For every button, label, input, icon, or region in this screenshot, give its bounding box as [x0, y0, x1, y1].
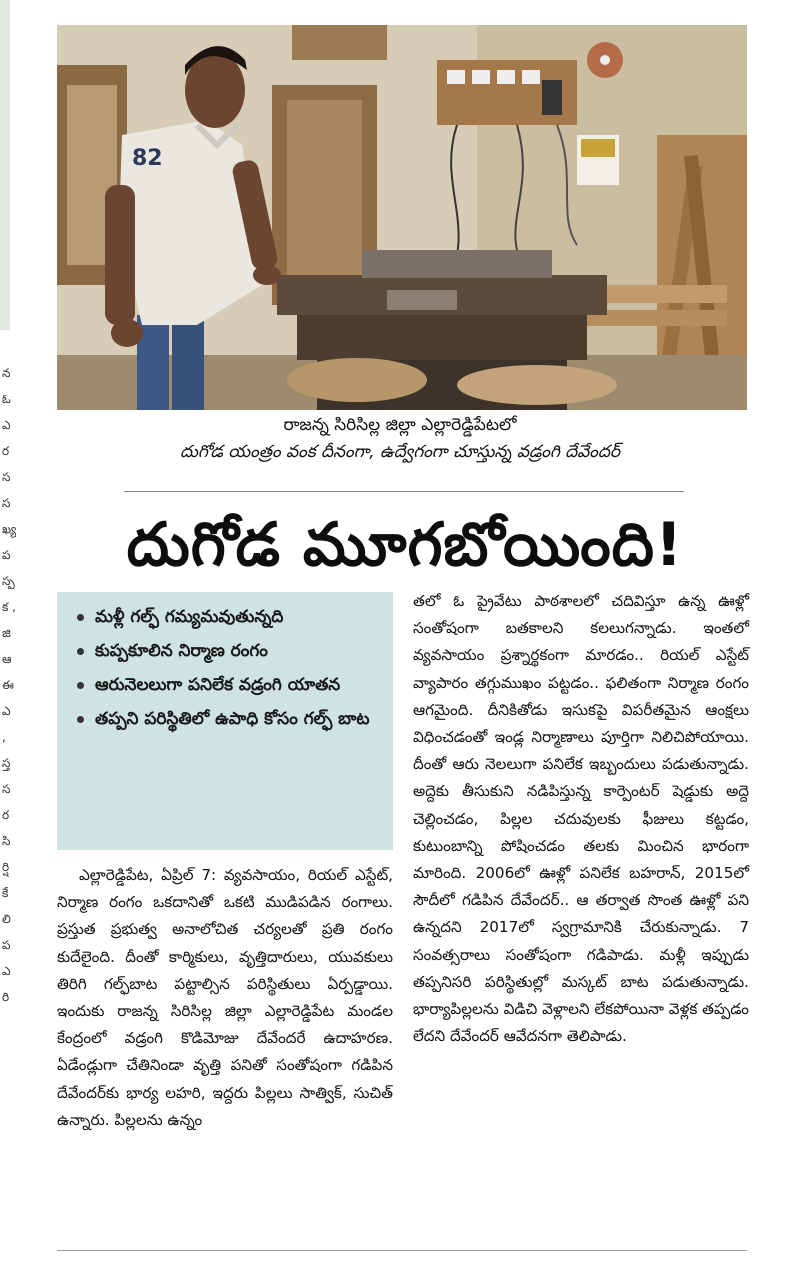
shirt-number: 82 [132, 146, 163, 171]
highlights-box [57, 592, 393, 850]
workshop-photo [57, 25, 747, 410]
headline: దుగోడ మూగబోయింది! [126, 510, 684, 580]
highlight-item [69, 600, 381, 634]
highlight-item [69, 668, 381, 702]
highlight-text: కుప్పకూలిన నిర్మాణ రంగం [95, 641, 268, 661]
article-column-right [413, 588, 749, 1050]
caption-line-1: రాజన్న సిరిసిల్ల జిల్లా ఎల్లారెడ్డిపేటలో [283, 415, 517, 435]
highlight-item [69, 702, 381, 736]
adjacent-column-text: న ఓ ఎ ర స స ఖ్య ప స్ప క , జి ఆ ఈ ఎ , స్త స ర సి ర్షి కే లి ప ఎ రి [2, 366, 16, 1004]
bullet-icon [77, 682, 84, 689]
article-paragraph: తలో ఓ ప్రైవేటు పాఠశాలలో చదివిస్తూ ఉన్న ఊళ్లో సంతోషంగా బతకాలని కలలుగన్నాడు. ఇంతలో వ్యవసాయం ప్రశ్నార్థకంగా మారడం.. రియల్ ఎస్టేట్ వ్యాపారం తగ్గుముఖం పట్టడం.. ఫలితంగా నిర్మాణ రంగం ఆగమైంది. దీనికితోడు ఇసుకపై విపరీతమైన ఆంక్షలు విధించడంతో ఇండ్ల నిర్మాణాలు పూర్తిగా నిలిచిపోయాయి. దీంతో ఆరు నెలలుగా పనిలేక ఇబ్బందులు పడుతున్నాడు. అద్దెకు తీసుకుని నడిపిస్తున్న కార్పెంటర్ షెడ్డుకు అద్దె చెల్లించడం, పిల్లల చదువులకు ఫీజులు కట్టడం, కుటుంబాన్ని పోషించడం తలకు మించిన భారంగా మారింది. 2006లో ఊళ్లో పనిలేక బహరాన్, 2015లో సౌదీలో గడిపిన దేవేందర్.. ఆ తర్వాత సొంత ఊళ్లో పని ఉన్నదని 2017లో స్వగ్రామానికి చేరుకున్నాడు. 7 సంవత్సరాలు సంతోషంగా గడిపాడు. మళ్లీ ఇప్పుడు తప్పనిసరి పరిస్థితుల్లో మస్కట్ బాట పడుతున్నాడు. భార్యాపిల్లలను విడిచి వెళ్లాలని లేకపోయినా వెళ్లక తప్పడం లేదని దేవేందర్ ఆవేదనగా తెలిపాడు. [413, 592, 749, 1046]
bullet-icon [77, 716, 84, 723]
highlight-text: తప్పని పరిస్థితిలో ఉపాధి కోసం గల్ఫ్ బాట [95, 709, 370, 729]
photo-caption [110, 412, 690, 466]
adjacent-column-strip [0, 0, 10, 330]
bottom-divider [57, 1250, 747, 1251]
highlight-item [69, 634, 381, 668]
bullet-icon [77, 614, 84, 621]
article-paragraph: ఎల్లారెడ్డిపేట, ఏప్రిల్ 7: వ్యవసాయం, రియల్ ఎస్టేట్, నిర్మాణ రంగం ఒకదానితో ఒకటి ముడిపడిన రంగాలు. ప్రస్తుత ప్రభుత్వ అనాలోచిత చర్యలతో ప్రతి రంగం కుదేలైంది. దీంతో కార్మికులు, వృత్తిదారులు, యువకులు తిరిగి గల్ఫ్‌బాట పట్టాల్సిన పరిస్థితులు ఏర్పడ్డాయి. ఇందుకు రాజన్న సిరిసిల్ల జిల్లా ఎల్లారెడ్డిపేట మండల కేంద్రంలో వడ్రంగి కొడిమోజు దేవేందరే ఉదాహరణ. ఏడేండ్లుగా చేతినిండా వృత్తి పనితో సంతోషంగా గడిపిన దేవేందర్‌కు భార్య లహరి, ఇద్దరు పిల్లలు సాత్విక్, సుచిత్ ఉన్నారు. పిల్లలను ఉన్నం [57, 866, 393, 1129]
caption-divider [124, 491, 684, 492]
highlight-text: మళ్లీ గల్ఫ్ గమ్యమవుతున్నది [95, 607, 284, 627]
bullet-icon [77, 648, 84, 655]
caption-line-2: దుగోడ యంత్రం వంక దీనంగా, ఉద్వేగంగా చూస్తున్న వడ్రంగి దేవేందర్ [180, 442, 620, 462]
article-column-left [57, 862, 393, 1134]
highlight-text: ఆరునెలలుగా పనిలేక వడ్రంగి యాతన [95, 675, 341, 695]
